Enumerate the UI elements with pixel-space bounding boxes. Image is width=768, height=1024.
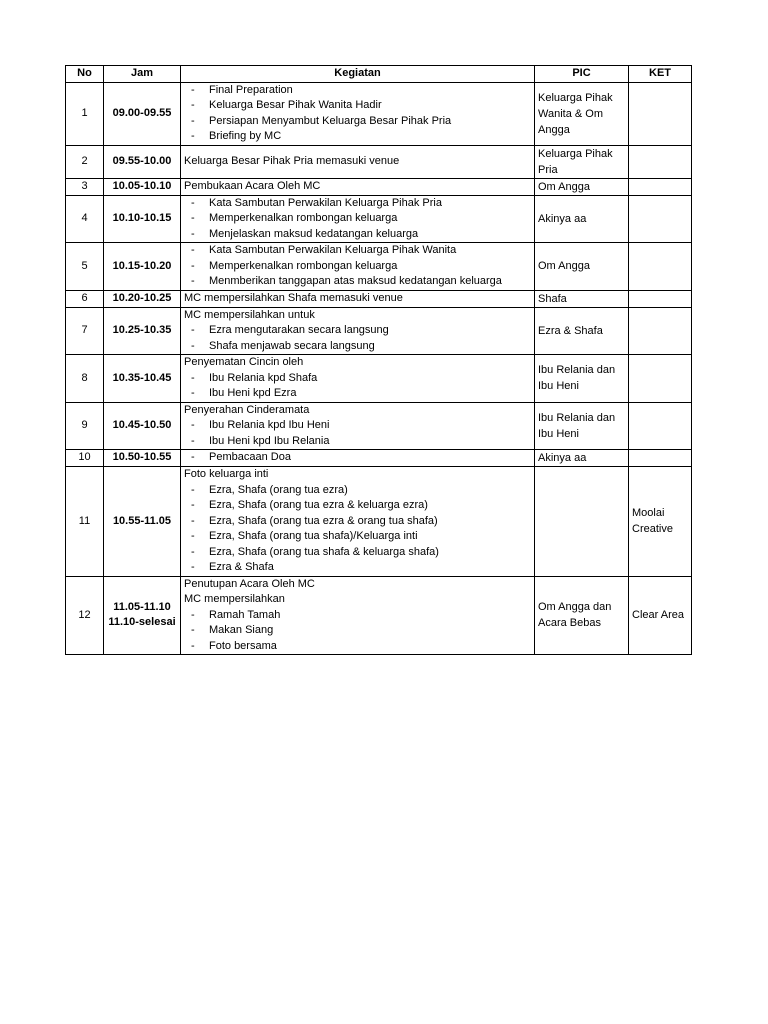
dash-bullet-icon: - bbox=[191, 451, 195, 464]
jam-text: 09.00-09.55 bbox=[112, 106, 172, 119]
cell-pic bbox=[535, 243, 629, 291]
cell-no: 8 bbox=[66, 355, 104, 403]
pic-text: Ibu Relania dan bbox=[538, 364, 616, 377]
activity-text: Shafa menjawab secara langsung bbox=[209, 339, 375, 352]
pic-text: Shafa bbox=[538, 292, 567, 305]
activity-text: MC mempersilahkan bbox=[184, 593, 285, 605]
cell-pic bbox=[535, 402, 629, 450]
cell-no: 1 bbox=[66, 82, 104, 145]
activity-text: Ezra, Shafa (orang tua ezra & orang tua shafa) bbox=[209, 514, 438, 527]
bullet-item bbox=[184, 196, 531, 212]
activity-text: Memperkenalkan rombongan keluarga bbox=[209, 212, 398, 224]
jam-text: 09.55-10.00 bbox=[112, 154, 172, 167]
cell-ket bbox=[629, 195, 692, 243]
pic-text: Keluarga Pihak bbox=[538, 91, 613, 104]
activity-text: Pembacaan Doa bbox=[209, 451, 291, 464]
bullet-item bbox=[184, 83, 531, 99]
cell-ket bbox=[629, 243, 692, 291]
cell-jam bbox=[104, 450, 181, 467]
activity-text: Foto bersama bbox=[209, 639, 277, 652]
table-body bbox=[66, 82, 692, 655]
dash-bullet-icon: - bbox=[191, 639, 195, 652]
dash-bullet-icon: - bbox=[191, 434, 195, 447]
cell-jam bbox=[104, 145, 181, 178]
table-row bbox=[66, 307, 692, 355]
activity-text: Ezra, Shafa (orang tua ezra & keluarga ezra) bbox=[209, 499, 428, 511]
dash-bullet-icon: - bbox=[191, 83, 195, 96]
dash-bullet-icon: - bbox=[191, 244, 195, 256]
dash-bullet-icon: - bbox=[191, 99, 195, 111]
pic-text: Om Angga dan bbox=[538, 601, 612, 614]
ket-text: Clear Area bbox=[632, 609, 684, 622]
dash-bullet-icon: - bbox=[191, 324, 195, 336]
cell-kegiatan bbox=[181, 402, 535, 450]
bullet-item bbox=[184, 339, 531, 355]
cell-ket bbox=[629, 145, 692, 178]
bullet-item bbox=[184, 227, 531, 243]
cell-no: 12 bbox=[66, 576, 104, 655]
cell-kegiatan bbox=[181, 195, 535, 243]
cell-no: 5 bbox=[66, 243, 104, 291]
cell-pic bbox=[535, 355, 629, 403]
bullet-item bbox=[184, 529, 531, 545]
activity-text: Foto keluarga inti bbox=[184, 468, 269, 480]
cell-kegiatan bbox=[181, 290, 535, 307]
activity-text: Kata Sambutan Perwakilan Keluarga Pihak Pria bbox=[209, 196, 442, 209]
cell-no: 9 bbox=[66, 402, 104, 450]
bullet-item bbox=[184, 560, 531, 576]
activity-text: Ezra, Shafa (orang tua shafa & keluarga shafa) bbox=[209, 545, 439, 558]
cell-kegiatan bbox=[181, 307, 535, 355]
bullet-item bbox=[184, 114, 531, 130]
table-row bbox=[66, 355, 692, 403]
dash-bullet-icon: - bbox=[191, 114, 195, 127]
cell-pic bbox=[535, 290, 629, 307]
dash-bullet-icon: - bbox=[191, 371, 195, 384]
cell-ket bbox=[629, 290, 692, 307]
dash-bullet-icon: - bbox=[191, 514, 195, 527]
activity-text: Ezra & Shafa bbox=[209, 561, 274, 573]
bullet-item bbox=[184, 514, 531, 530]
activity-text: Persiapan Menyambut Keluarga Besar Pihak Pria bbox=[209, 114, 452, 127]
dash-bullet-icon: - bbox=[191, 227, 195, 240]
bullet-item bbox=[184, 243, 531, 259]
cell-pic bbox=[535, 178, 629, 195]
cell-ket bbox=[629, 467, 692, 577]
table-row bbox=[66, 178, 692, 195]
cell-kegiatan bbox=[181, 450, 535, 467]
activity-text: Ezra, Shafa (orang tua ezra) bbox=[209, 483, 348, 496]
cell-jam bbox=[104, 195, 181, 243]
dash-bullet-icon: - bbox=[191, 608, 195, 621]
jam-text: 11.10-selesai bbox=[108, 616, 176, 629]
jam-text: 10.25-10.35 bbox=[112, 324, 172, 336]
activity-text: Ezra mengutarakan secara langsung bbox=[209, 324, 389, 336]
bullet-item bbox=[184, 450, 531, 466]
pic-text: Keluarga Pihak bbox=[538, 147, 613, 160]
activity-text: Pembukaan Acara Oleh MC bbox=[184, 179, 321, 192]
bullet-item bbox=[184, 608, 531, 624]
pic-text: Angga bbox=[538, 123, 570, 136]
activity-text: Keluarga Besar Pihak Wanita Hadir bbox=[209, 99, 382, 111]
jam-text: 10.50-10.55 bbox=[112, 451, 172, 464]
dash-bullet-icon: - bbox=[191, 130, 195, 142]
jam-text: 10.20-10.25 bbox=[112, 291, 172, 304]
cell-pic bbox=[535, 450, 629, 467]
dash-bullet-icon: - bbox=[191, 275, 195, 287]
cell-ket bbox=[629, 82, 692, 145]
pic-text: Pria bbox=[538, 163, 558, 176]
cell-jam bbox=[104, 178, 181, 195]
dash-bullet-icon: - bbox=[191, 419, 195, 431]
cell-jam bbox=[104, 355, 181, 403]
cell-kegiatan bbox=[181, 576, 535, 655]
dash-bullet-icon: - bbox=[191, 499, 195, 511]
cell-no: 10 bbox=[66, 450, 104, 467]
bullet-item bbox=[184, 418, 531, 434]
jam-text: 10.55-11.05 bbox=[112, 514, 172, 527]
table-row bbox=[66, 576, 692, 655]
cell-jam bbox=[104, 243, 181, 291]
pic-text: Ezra & Shafa bbox=[538, 324, 603, 337]
cell-ket bbox=[629, 355, 692, 403]
cell-jam bbox=[104, 576, 181, 655]
jam-text: 11.05-11.10 bbox=[113, 600, 171, 613]
jam-text: 10.10-10.15 bbox=[112, 212, 172, 224]
rundown-table bbox=[65, 65, 692, 655]
cell-jam bbox=[104, 82, 181, 145]
activity-text: Penyerahan Cinderamata bbox=[184, 403, 310, 416]
ket-text: Creative bbox=[632, 523, 673, 536]
cell-ket bbox=[629, 450, 692, 467]
activity-text: Ibu Relania kpd Ibu Heni bbox=[209, 419, 330, 431]
pic-text: Ibu Heni bbox=[538, 427, 579, 440]
cell-kegiatan bbox=[181, 82, 535, 145]
activity-text: Ezra, Shafa (orang tua shafa)/Keluarga inti bbox=[209, 530, 418, 542]
bullet-item bbox=[184, 639, 531, 655]
cell-kegiatan bbox=[181, 145, 535, 178]
activity-text: Ibu Heni kpd Ibu Relania bbox=[209, 434, 330, 447]
bullet-item bbox=[184, 434, 531, 450]
table-row bbox=[66, 145, 692, 178]
cell-pic bbox=[535, 576, 629, 655]
pic-text: Ibu Relania dan bbox=[538, 411, 616, 424]
cell-ket bbox=[629, 307, 692, 355]
table-row bbox=[66, 195, 692, 243]
bullet-item bbox=[184, 274, 531, 290]
activity-text: Ibu Heni kpd Ezra bbox=[209, 387, 297, 399]
header-jam: Jam bbox=[104, 66, 181, 83]
dash-bullet-icon: - bbox=[191, 561, 195, 573]
bullet-item bbox=[184, 211, 531, 227]
rundown-sheet bbox=[65, 65, 692, 655]
pic-text: Acara Bebas bbox=[538, 617, 601, 630]
table-row bbox=[66, 290, 692, 307]
cell-no: 7 bbox=[66, 307, 104, 355]
cell-no: 3 bbox=[66, 178, 104, 195]
cell-no: 2 bbox=[66, 145, 104, 178]
bullet-item bbox=[184, 483, 531, 499]
bullet-item bbox=[184, 129, 531, 145]
header-row bbox=[66, 66, 692, 83]
activity-text: Penyematan Cincin oleh bbox=[184, 356, 304, 368]
bullet-item bbox=[184, 386, 531, 402]
dash-bullet-icon: - bbox=[191, 530, 195, 542]
cell-jam bbox=[104, 467, 181, 577]
pic-text: Ibu Heni bbox=[538, 380, 579, 393]
cell-pic bbox=[535, 82, 629, 145]
activity-text: MC mempersilahkan Shafa memasuki venue bbox=[184, 291, 403, 304]
dash-bullet-icon: - bbox=[191, 259, 195, 272]
activity-text: Makan Siang bbox=[209, 624, 274, 636]
cell-ket bbox=[629, 576, 692, 655]
cell-jam bbox=[104, 307, 181, 355]
cell-kegiatan bbox=[181, 178, 535, 195]
pic-text: Wanita & Om bbox=[538, 107, 603, 120]
bullet-item bbox=[184, 545, 531, 561]
cell-ket bbox=[629, 178, 692, 195]
activity-text: Menjelaskan maksud kedatangan keluarga bbox=[209, 227, 419, 240]
ket-text: Moolai bbox=[632, 507, 665, 520]
activity-text: Ramah Tamah bbox=[209, 608, 281, 621]
table-row bbox=[66, 467, 692, 577]
activity-text: Kata Sambutan Perwakilan Keluarga Pihak Wanita bbox=[209, 244, 457, 256]
dash-bullet-icon: - bbox=[191, 339, 195, 352]
dash-bullet-icon: - bbox=[191, 387, 195, 399]
table-row bbox=[66, 243, 692, 291]
jam-text: 10.45-10.50 bbox=[112, 419, 172, 431]
bullet-item bbox=[184, 98, 531, 114]
dash-bullet-icon: - bbox=[191, 483, 195, 496]
table-row bbox=[66, 82, 692, 145]
dash-bullet-icon: - bbox=[191, 212, 195, 224]
cell-no: 11 bbox=[66, 467, 104, 577]
activity-text: Menmberikan tanggapan atas maksud kedatangan keluarga bbox=[209, 275, 502, 287]
header-kegiatan: Kegiatan bbox=[181, 66, 535, 83]
cell-jam bbox=[104, 402, 181, 450]
activity-text: Keluarga Besar Pihak Pria memasuki venue bbox=[184, 154, 400, 167]
activity-text: Memperkenalkan rombongan keluarga bbox=[209, 259, 398, 272]
jam-text: 10.35-10.45 bbox=[112, 371, 172, 384]
pic-text: Akinya aa bbox=[538, 452, 587, 464]
pic-text: Om Angga bbox=[538, 180, 590, 193]
cell-kegiatan bbox=[181, 355, 535, 403]
cell-pic bbox=[535, 467, 629, 577]
cell-kegiatan bbox=[181, 467, 535, 577]
dash-bullet-icon: - bbox=[191, 624, 195, 636]
activity-text: MC mempersilahkan untuk bbox=[184, 308, 315, 321]
pic-text: Om Angga bbox=[538, 260, 590, 273]
cell-no: 6 bbox=[66, 290, 104, 307]
cell-ket bbox=[629, 402, 692, 450]
bullet-item bbox=[184, 623, 531, 639]
bullet-item bbox=[184, 371, 531, 387]
jam-text: 10.15-10.20 bbox=[112, 259, 172, 272]
bullet-item bbox=[184, 498, 531, 514]
cell-kegiatan bbox=[181, 243, 535, 291]
cell-pic bbox=[535, 145, 629, 178]
jam-text: 10.05-10.10 bbox=[112, 179, 172, 192]
activity-text: Penutupan Acara Oleh MC bbox=[184, 577, 315, 590]
bullet-item bbox=[184, 323, 531, 339]
pic-text: Akinya aa bbox=[538, 212, 587, 225]
bullet-item bbox=[184, 259, 531, 275]
dash-bullet-icon: - bbox=[191, 545, 195, 558]
table-row bbox=[66, 402, 692, 450]
header-pic: PIC bbox=[535, 66, 629, 83]
activity-text: Briefing by MC bbox=[209, 130, 282, 142]
activity-text: Final Preparation bbox=[209, 83, 293, 96]
dash-bullet-icon: - bbox=[191, 196, 195, 209]
cell-pic bbox=[535, 307, 629, 355]
cell-jam bbox=[104, 290, 181, 307]
header-no: No bbox=[66, 66, 104, 83]
activity-text: Ibu Relania kpd Shafa bbox=[209, 371, 318, 384]
table-row bbox=[66, 450, 692, 467]
cell-no: 4 bbox=[66, 195, 104, 243]
cell-pic bbox=[535, 195, 629, 243]
header-ket: KET bbox=[629, 66, 692, 83]
